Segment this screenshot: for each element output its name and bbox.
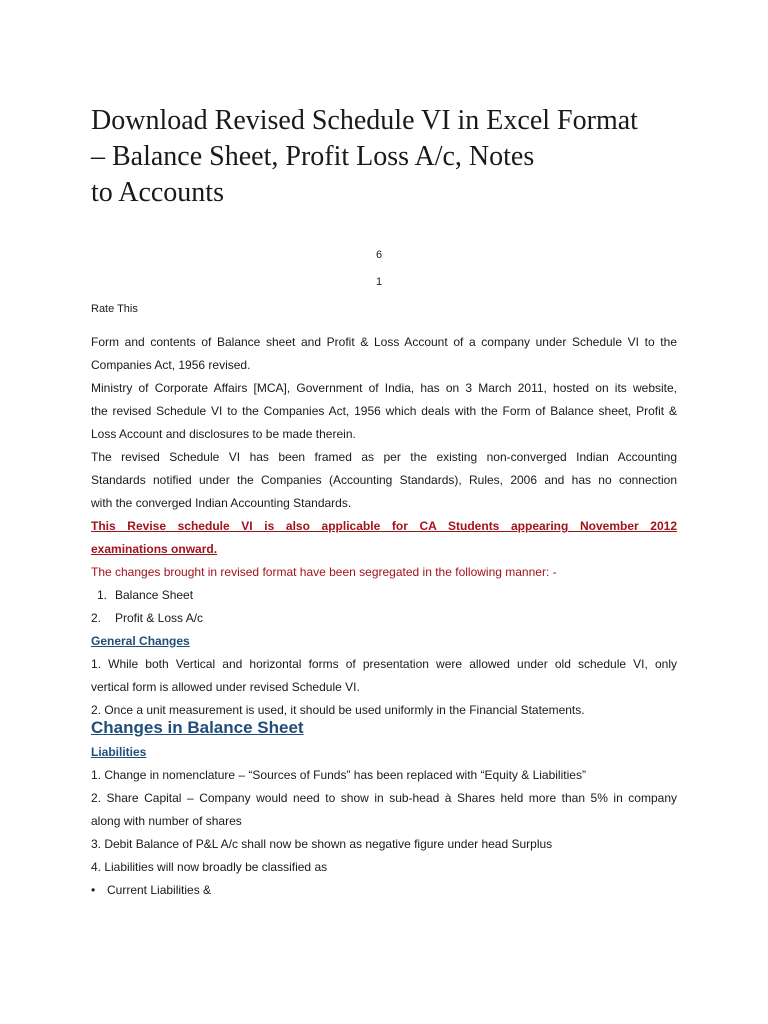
page-title <box>91 103 711 211</box>
text-line: This Revise schedule VI is also applicable for CA Students appearing November 2012 <box>91 519 677 533</box>
intro-paragraph <box>91 331 677 377</box>
text-line: vertical form is allowed under revised Schedule VI. <box>91 680 360 694</box>
ca-students-notice <box>91 515 677 561</box>
text-line: examinations onward. <box>91 542 218 556</box>
general-change-item: 2. Once a unit measurement is used, it should be used uniformly in the Financial Statements. <box>91 703 585 717</box>
list-item <box>91 584 677 607</box>
rate-this-link[interactable] <box>91 298 677 321</box>
text-line: 1. While both Vertical and horizontal forms of presentation were allowed under old schedule VI, only <box>91 657 677 671</box>
text-line: Form and contents of Balance sheet and Profit & Loss Account of a company under Schedule VI to the <box>91 335 677 349</box>
text-line: along with number of shares <box>91 814 242 828</box>
general-change-item <box>91 653 677 699</box>
liability-item: 3. Debit Balance of P&L A/c shall now be shown as negative figure under head Surplus <box>91 837 553 851</box>
bullet-label: Current Liabilities & <box>107 883 212 897</box>
title-line: to Accounts <box>91 177 224 208</box>
list-item <box>91 607 677 630</box>
intro-paragraph <box>91 446 677 515</box>
liability-item: 1. Change in nomenclature – “Sources of Funds” has been replaced with “Equity & Liabilities” <box>91 768 586 782</box>
text-line: 2. Share Capital – Company would need to show in sub-head à Shares held more than 5% in company <box>91 791 677 805</box>
bullet-item <box>91 879 677 902</box>
text-line: Standards notified under the Companies (Accounting Standards), Rules, 2006 and has no connection <box>91 473 677 487</box>
changes-intro: The changes brought in revised format have been segregated in the following manner: - <box>91 565 557 579</box>
list-label: Profit & Loss A/c <box>115 611 204 625</box>
liabilities-heading: Liabilities <box>91 745 147 759</box>
balance-sheet-heading: Changes in Balance Sheet <box>91 718 304 737</box>
text-line: Companies Act, 1956 revised. <box>91 358 251 372</box>
liability-item <box>91 787 677 833</box>
list-number: 1. <box>97 588 108 602</box>
text-line: Loss Account and disclosures to be made therein. <box>91 427 356 441</box>
bullet-icon: • <box>91 883 96 897</box>
title-line: – Balance Sheet, Profit Loss A/c, Notes <box>91 141 535 172</box>
text-line: The revised Schedule VI has been framed as per the existing non-converged Indian Accounting <box>91 450 677 464</box>
liability-item: 4. Liabilities will now broadly be classified as <box>91 860 328 874</box>
intro-paragraph <box>91 377 677 446</box>
text-line: with the converged Indian Accounting Standards. <box>91 496 352 510</box>
list-number: 2. <box>91 611 102 625</box>
text-line: the revised Schedule VI to the Companies Act, 1956 which deals with the Form of Balance sheet, Profit & <box>91 404 677 418</box>
list-label: Balance Sheet <box>115 588 194 602</box>
vote-down-count[interactable]: 1 <box>376 276 383 288</box>
vote-up-count[interactable]: 6 <box>376 249 383 261</box>
article-body <box>91 331 677 902</box>
general-changes-heading: General Changes <box>91 634 190 648</box>
title-line: Download Revised Schedule VI in Excel Format <box>91 105 638 136</box>
segment-list <box>91 584 677 630</box>
rate-this-label[interactable]: Rate This <box>91 303 138 315</box>
text-line: Ministry of Corporate Affairs [MCA], Government of India, has on 3 March 2011, hosted on its website, <box>91 381 677 395</box>
